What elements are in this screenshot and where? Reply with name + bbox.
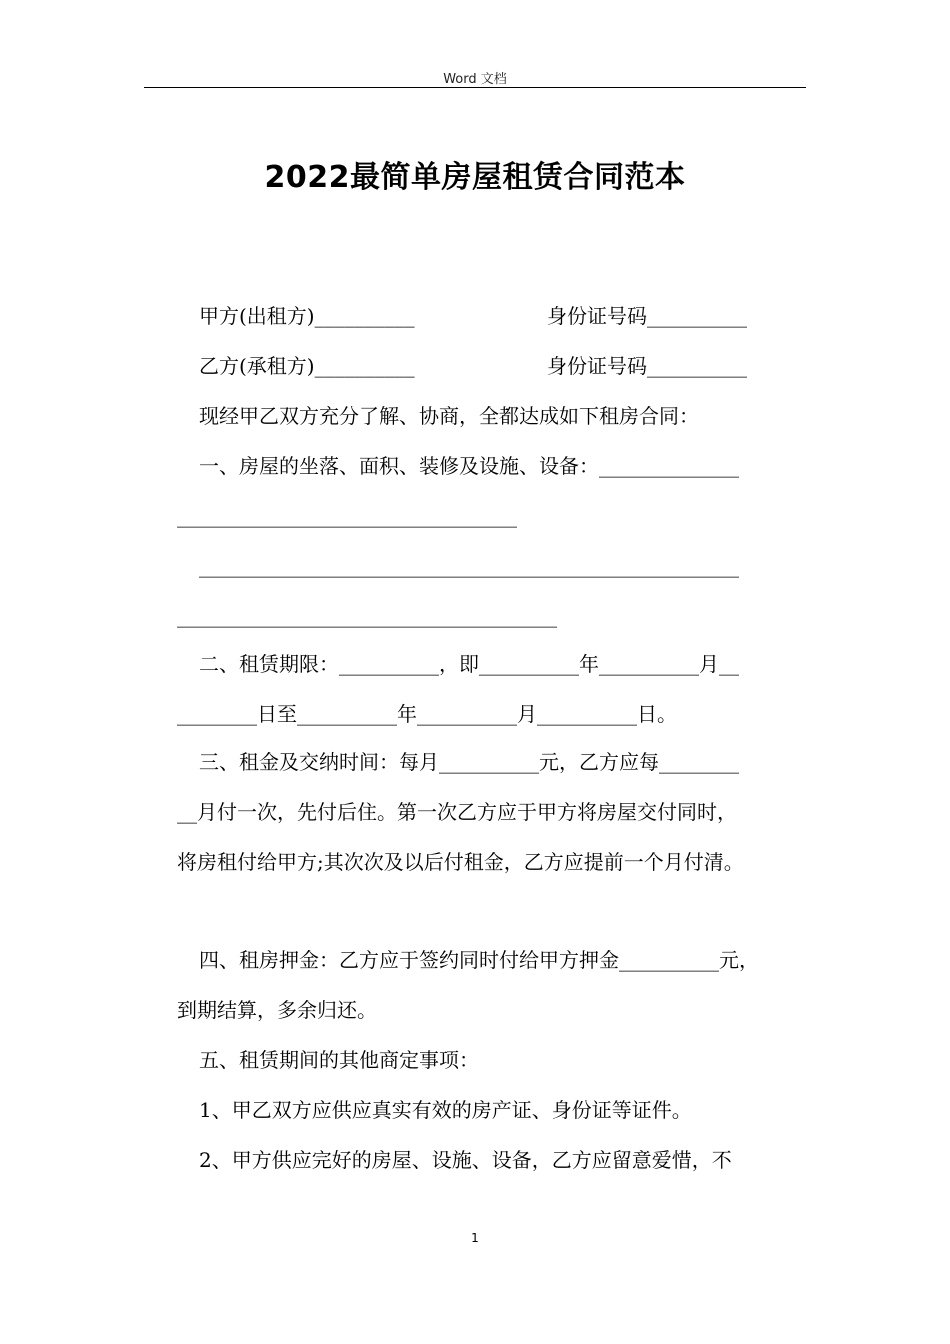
- intro-paragraph: 现经甲乙双方充分了解、协商，全都达成如下租房合同：: [199, 404, 699, 428]
- section-1-line-3: ______________________________________________________: [199, 554, 739, 578]
- header-divider: [144, 87, 806, 88]
- section-5-heading: 五、租赁期间的其他商定事项：: [199, 1048, 479, 1072]
- section-3-line-3: 将房租付给甲方;其次次及以后付租金，乙方应提前一个月付清。: [177, 850, 744, 874]
- landlord-line: 甲方(出租方)__________: [199, 304, 415, 328]
- tenant-id-line: 身份证号码__________: [547, 354, 747, 378]
- page-number: 1: [471, 1231, 479, 1245]
- tenant-line: 乙方(承租方)__________: [199, 354, 415, 378]
- section-4-line-1: 四、租房押金：乙方应于签约同时付给甲方押金__________元，: [199, 948, 759, 972]
- section-3-line-2: __月付一次，先付后住。第一次乙方应于甲方将房屋交付同时，: [177, 800, 737, 824]
- section-2-line-1: 二、租赁期限：__________，即__________年__________月__: [199, 652, 739, 676]
- section-1-line-1: 一、房屋的坐落、面积、装修及设施、设备：______________: [199, 454, 739, 478]
- section-5-item-1: 1、甲乙双方应供应真实有效的房产证、身份证等证件。: [199, 1098, 692, 1122]
- section-3-line-1: 三、租金及交纳时间：每月__________元，乙方应每________: [199, 750, 739, 774]
- section-1-line-4: ______________________________________: [177, 604, 557, 628]
- section-1-line-2: __________________________________: [177, 504, 517, 528]
- document-title: 2022最简单房屋租赁合同范本: [264, 160, 686, 195]
- section-4-line-2: 到期结算，多余归还。: [177, 998, 377, 1022]
- section-5-item-2: 2、甲方供应完好的房屋、设施、设备，乙方应留意爱惜，不: [199, 1148, 732, 1172]
- section-2-line-2: ________日至__________年__________月__________日。: [177, 702, 677, 726]
- header-label: Word 文档: [443, 72, 507, 87]
- landlord-id-line: 身份证号码__________: [547, 304, 747, 328]
